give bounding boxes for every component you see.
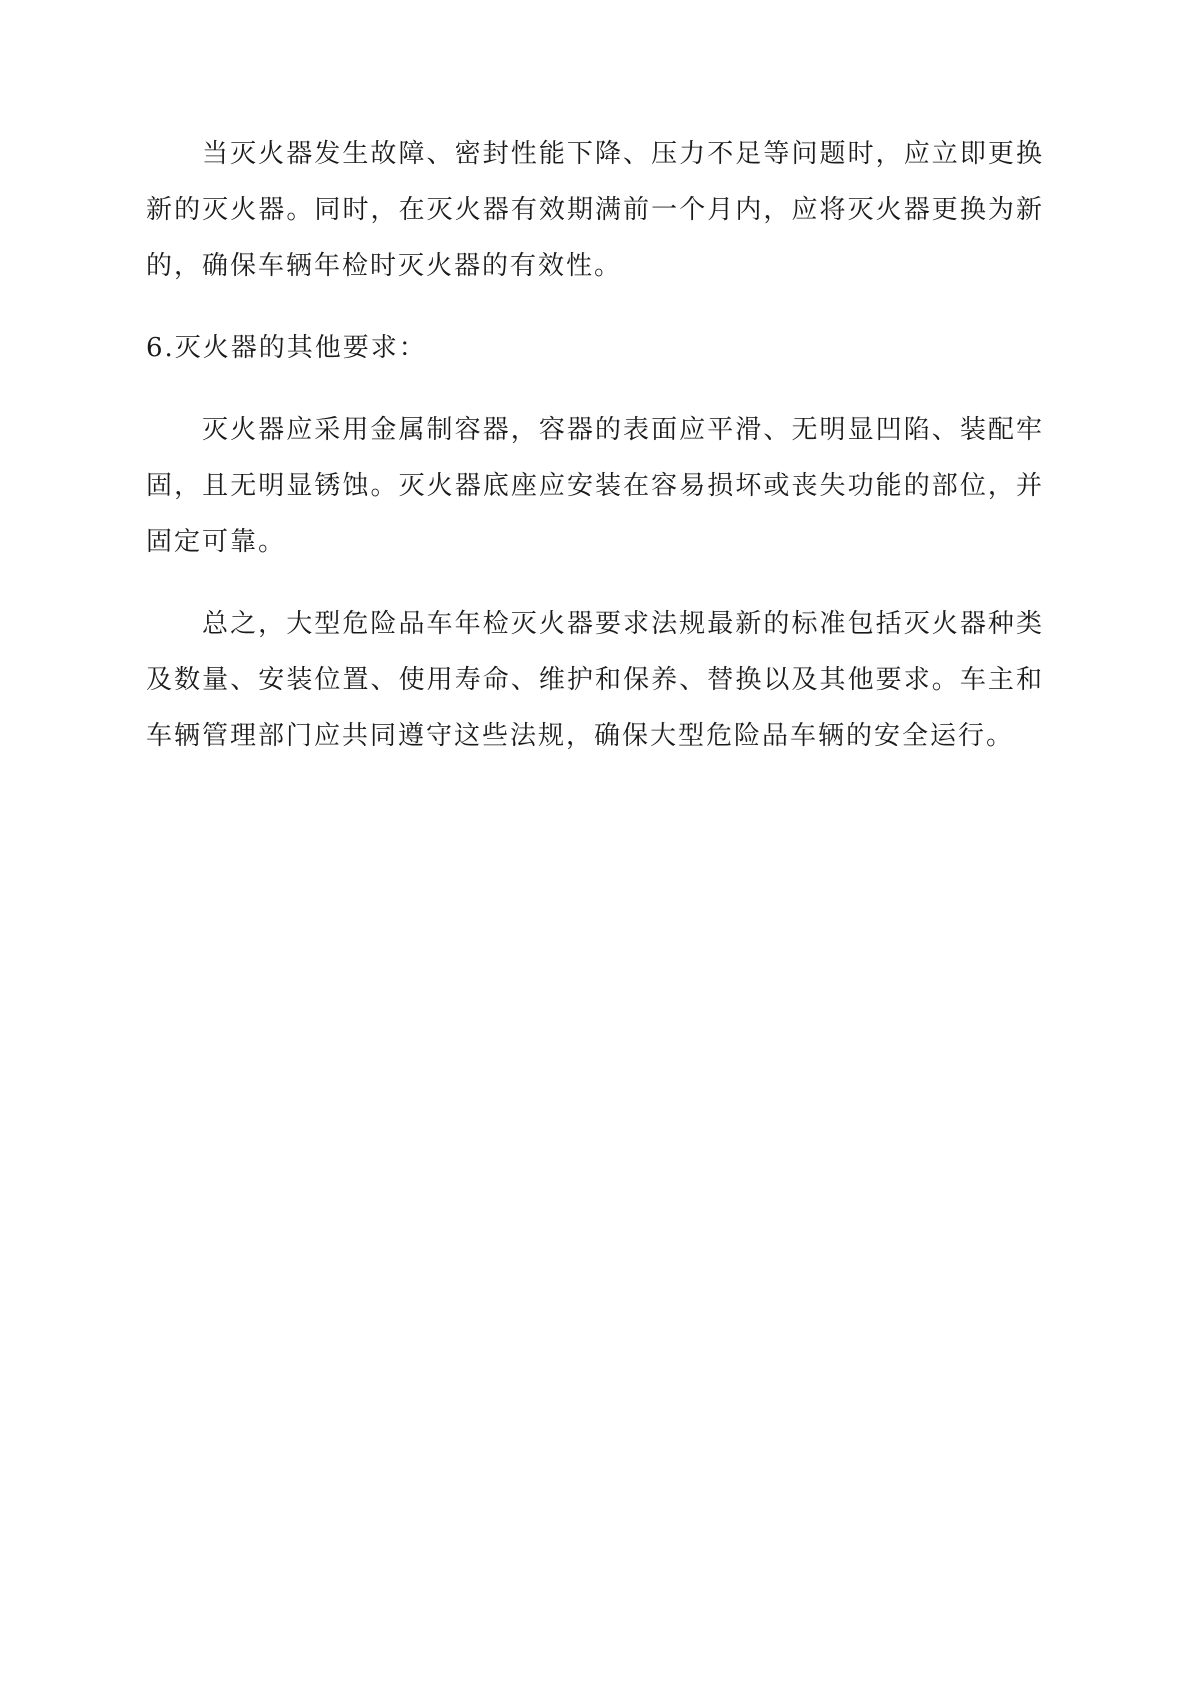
paragraph-container-requirements: 灭火器应采用金属制容器，容器的表面应平滑、无明显凹陷、装配牢固，且无明显锈蚀。灭火器底座应安装在容易损坏或丧失功能的部位，并固定可靠。 — [146, 415, 1044, 557]
section-heading-other-requirements: 6.灭火器的其他要求： — [146, 333, 427, 363]
paragraph-summary: 总之，大型危险品车年检灭火器要求法规最新的标准包括灭火器种类及数量、安装位置、使用寿命、维护和保养、替换以及其他要求。车主和车辆管理部门应共同遵守这些法规，确保大型危险品车辆的安全运行。 — [146, 609, 1044, 751]
paragraph-extinguisher-replacement: 当灭火器发生故障、密封性能下降、压力不足等问题时，应立即更换新的灭火器。同时，在灭火器有效期满前一个月内，应将灭火器更换为新的，确保车辆年检时灭火器的有效性。 — [146, 139, 1044, 281]
document-body — [146, 126, 1044, 764]
